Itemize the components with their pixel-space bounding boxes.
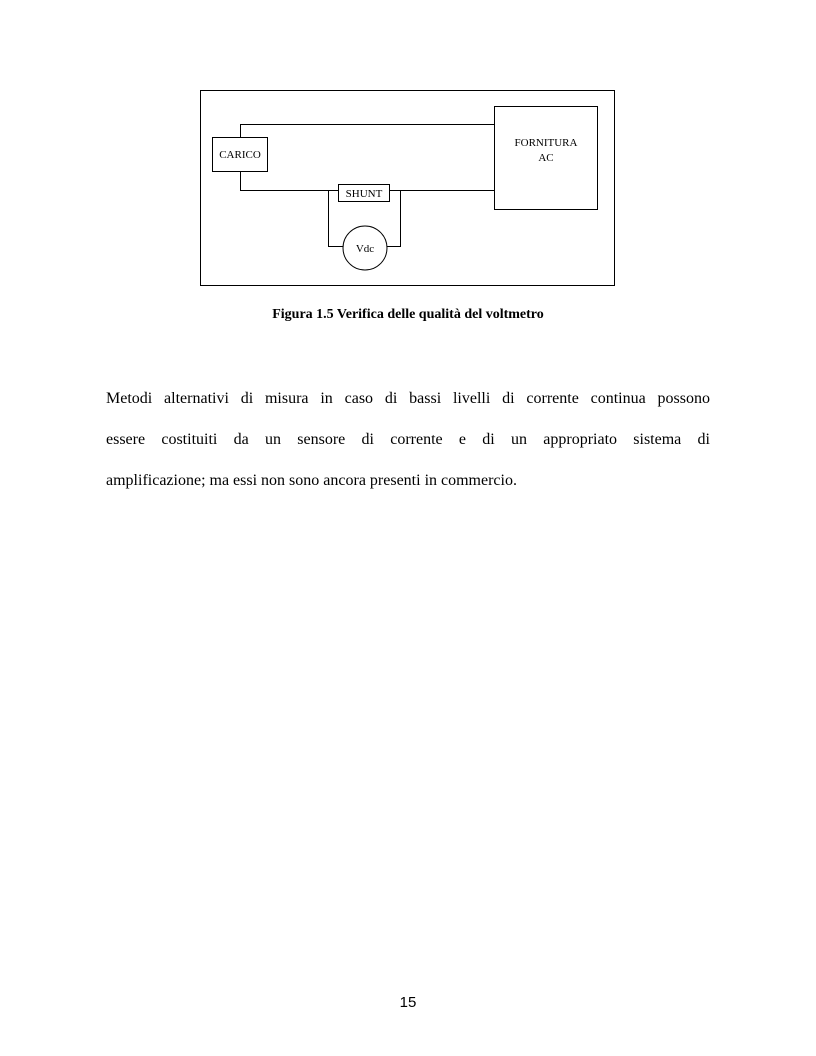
supply-label-line2: AC xyxy=(538,152,554,164)
supply-label-line1: FORNITURA xyxy=(514,137,578,149)
shunt-label: SHUNT xyxy=(345,188,383,200)
page-number: 15 xyxy=(399,994,417,1011)
load-label: CARICO xyxy=(219,149,261,161)
diagram-frame xyxy=(201,91,615,286)
paragraph-line: Metodi alternativi di misura in caso di bassi livelli di corrente continua possono xyxy=(106,390,710,407)
top-wire xyxy=(241,125,495,138)
paragraph-line: essere costituiti da un sensore di corrente e di un appropriato sistema di xyxy=(106,431,710,448)
figure-caption: Figura 1.5 Verifica delle qualità del voltmetro xyxy=(272,307,544,322)
bottom-wire-left xyxy=(241,172,339,191)
circuit-diagram xyxy=(200,90,615,286)
voltmeter-label: Vdc xyxy=(355,243,375,255)
circuit-diagram-svg xyxy=(200,90,615,286)
body-paragraph xyxy=(106,378,710,501)
paragraph-line: amplificazione; ma essi non sono ancora presenti in commercio. xyxy=(106,472,517,489)
